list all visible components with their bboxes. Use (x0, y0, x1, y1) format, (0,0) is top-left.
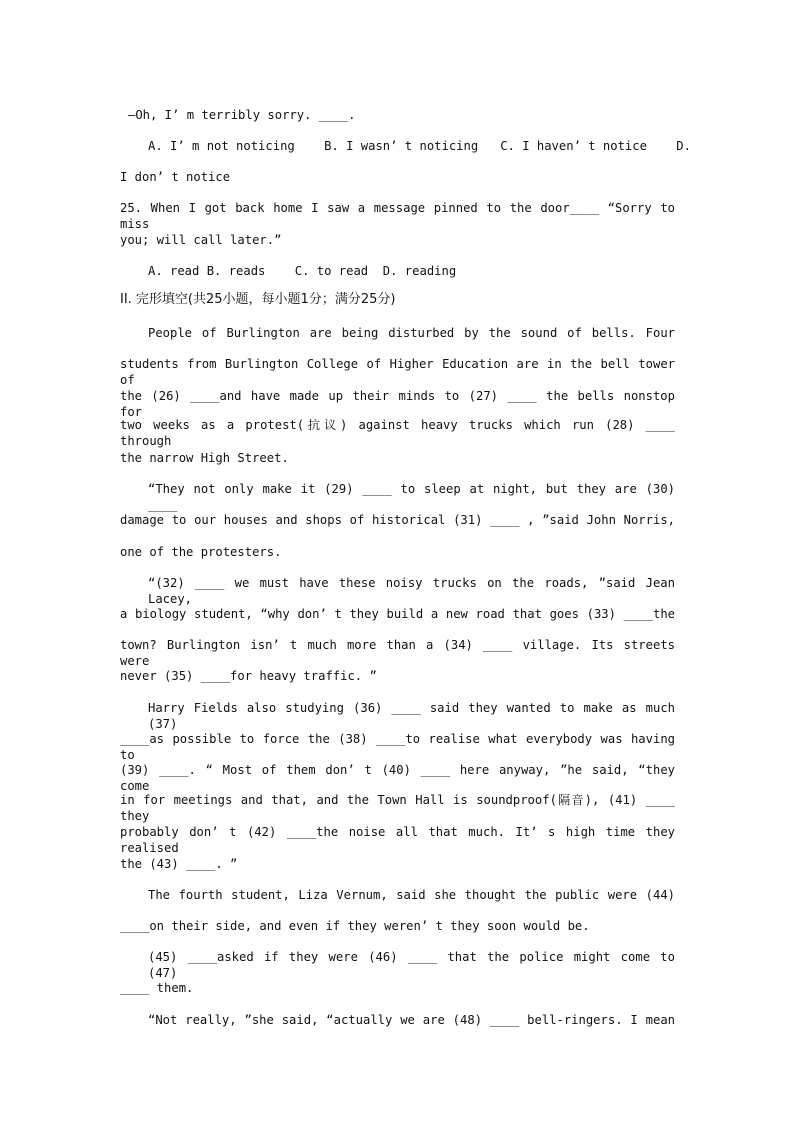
answer-options-line: A. I’ m not noticing B. I wasn’ t noticing C. I haven’ t notice D. (148, 139, 691, 153)
passage-line: the narrow High Street. (120, 451, 289, 465)
passage-line: the (43) ____. ” (120, 857, 238, 871)
passage-line: “(32) ____ we must have these noisy trucks on the roads, ”said Jean Lacey, (148, 576, 675, 606)
passage-line: People of Burlington are being disturbed by the sound of bells. Four (148, 326, 675, 340)
passage-line: probably don’ t (42) ____the noise all that much. It’ s high time they realised (120, 825, 675, 855)
passage-line: ____ them. (120, 981, 194, 995)
question-25-line: 25. When I got back home I saw a message pinned to the door____ “Sorry to miss (120, 201, 675, 231)
passage-line: “Not really, ”she said, “actually we are (48) ____ bell-ringers. I mean (148, 1013, 675, 1027)
passage-line: Harry Fields also studying (36) ____ said they wanted to make as much (37) (148, 701, 675, 731)
passage-line: two weeks as a protest(抗议) against heavy trucks which run (28) ____ through (120, 418, 675, 448)
answer-options-line: A. read B. reads C. to read D. reading (148, 264, 457, 278)
passage-line: town? Burlington isn’ t much more than a (34) ____ village. Its streets were (120, 638, 675, 668)
passage-line: (39) ____. “ Most of them don’ t (40) ____ here anyway, ”he said, “they come (120, 763, 675, 793)
passage-line: a biology student, “why don’ t they build a new road that goes (33) ____the (120, 607, 675, 621)
passage-line: “They not only make it (29) ____ to sleep at night, but they are (30) ____ (148, 482, 675, 512)
text-line: —Oh, I’ m terribly sorry. ____. (128, 108, 356, 122)
text-line: I don’ t notice (120, 170, 231, 184)
passage-line: never (35) ____for heavy traffic. ” (120, 669, 377, 683)
passage-line: damage to our houses and shops of historical (31) ____ , ”said John Norris, (120, 513, 675, 527)
passage-line: in for meetings and that, and the Town Hall is soundproof(隔音), (41) ____ they (120, 793, 675, 823)
passage-line: one of the protesters. (120, 545, 282, 559)
passage-line: students from Burlington College of Higher Education are in the bell tower of (120, 357, 675, 387)
passage-line: (45) ____asked if they were (46) ____ that the police might come to (47) (148, 950, 675, 980)
text-line: you; will call later.” (120, 233, 282, 247)
passage-line: ____as possible to force the (38) ____to realise what everybody was having to (120, 732, 675, 762)
passage-line: The fourth student, Liza Vernum, said she thought the public were (44) (148, 888, 675, 902)
passage-line: ____on their side, and even if they weren’ t they soon would be. (120, 919, 590, 933)
passage-line: the (26) ____and have made up their minds to (27) ____ the bells nonstop for (120, 389, 675, 419)
section-heading: II. 完形填空(共25小题，每小题1分；满分25分) (120, 292, 396, 307)
